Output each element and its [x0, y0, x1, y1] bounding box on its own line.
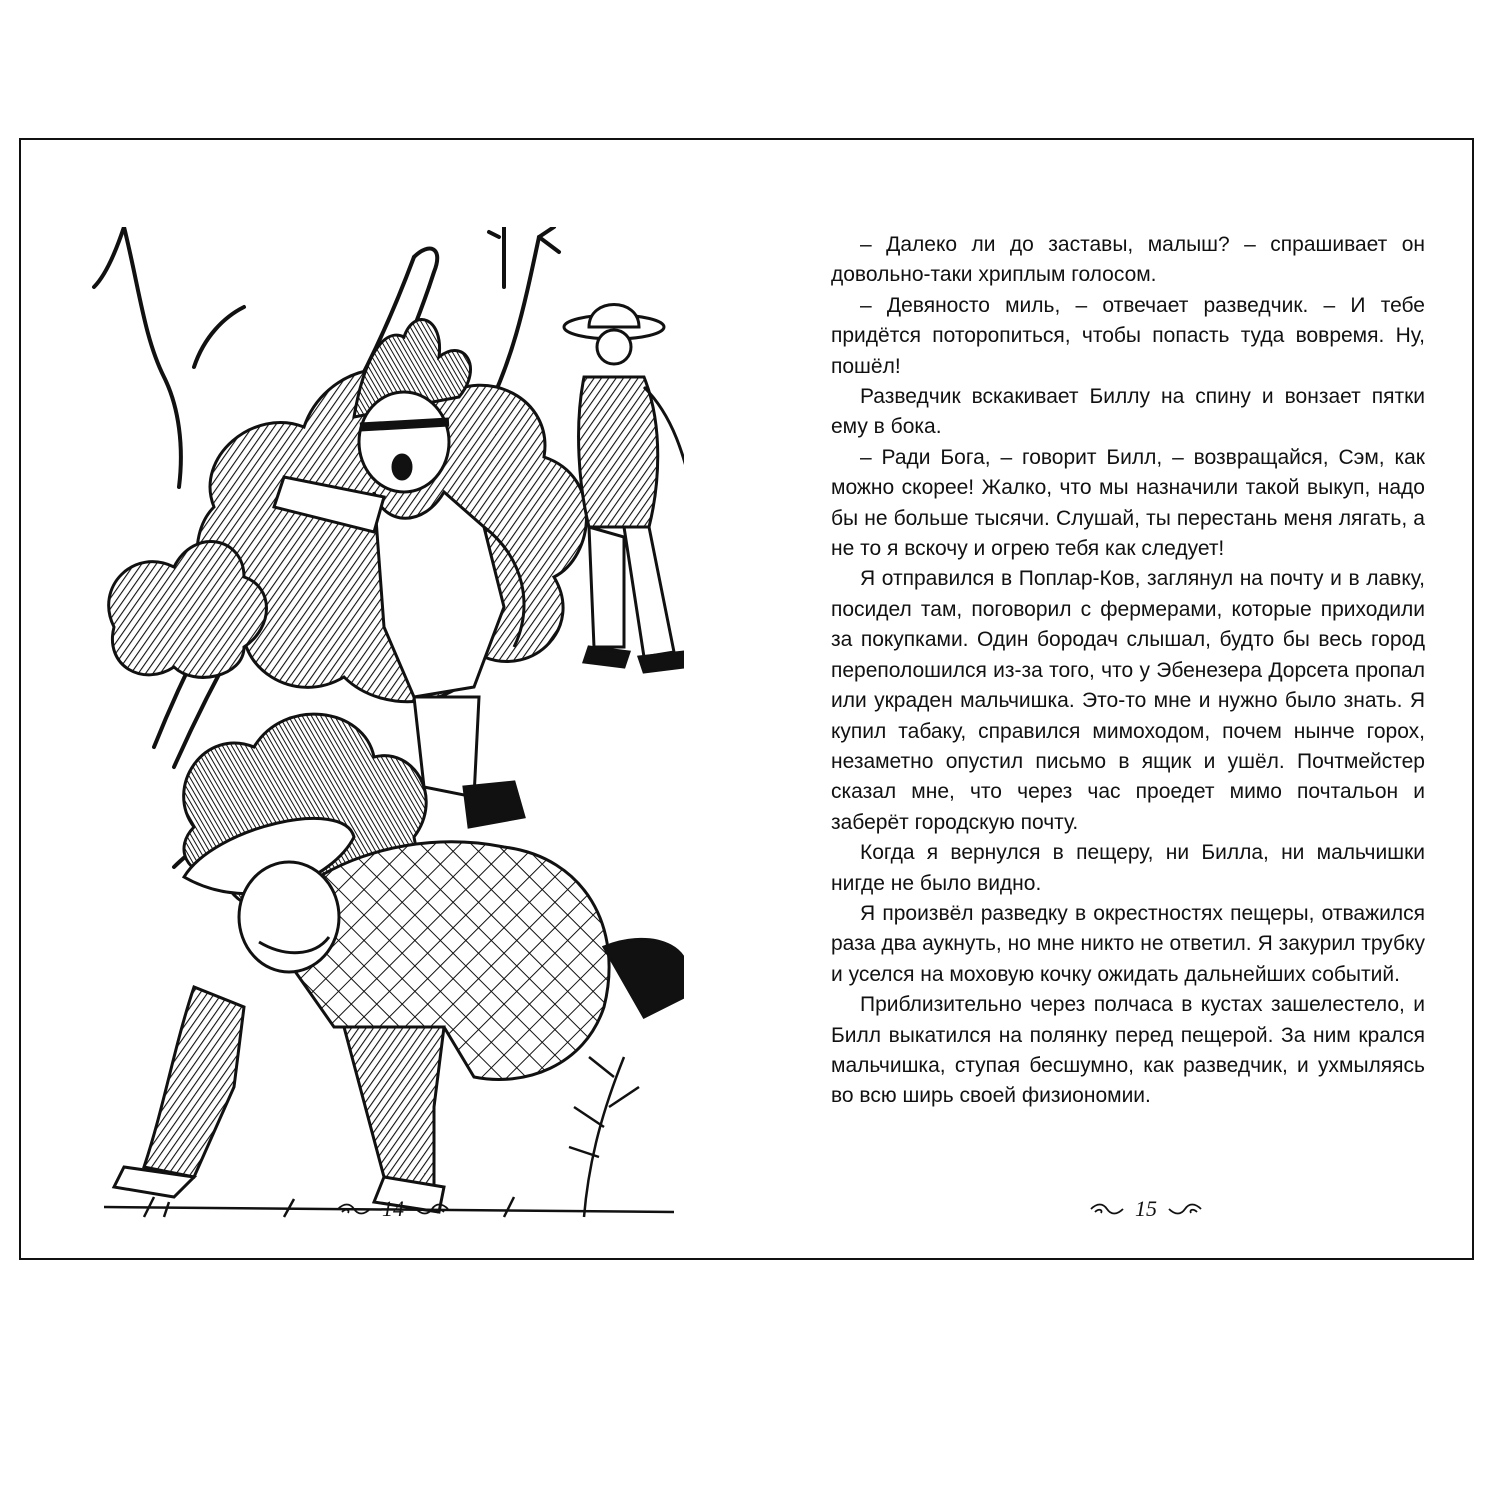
- paragraph: Разведчик вскакивает Биллу на спину и вонзает пятки ему в бока.: [831, 385, 1425, 439]
- paragraph: – Далеко ли до заставы, малыш? – спрашивает он довольно-таки хриплым голосом.: [831, 233, 1425, 287]
- paragraph: – Девяносто миль, – отвечает разведчик. – И тебе придётся поторопиться, чтобы попасть туда вовремя. Ну, пошёл!: [831, 293, 1425, 378]
- flourish-icon: [1089, 1202, 1125, 1216]
- flourish-icon: [414, 1202, 450, 1216]
- book-spread: [19, 138, 1474, 1260]
- cowboy-figure: [564, 305, 684, 673]
- illustration-drawing: [84, 227, 684, 1227]
- illustration: [84, 227, 684, 1227]
- flourish-icon: [1167, 1202, 1203, 1216]
- page-number: 15: [1135, 1196, 1157, 1221]
- paragraph: Когда я вернулся в пещеру, ни Билла, ни мальчишки нигде не было видно.: [831, 841, 1425, 895]
- paragraph: – Ради Бога, – говорит Билл, – возвращайся, Сэм, как можно скорее! Жалко, что мы назначили такой выкуп, надо бы не больше тысячи. Слушай, ты перестань меня лягать, а не то я вскочу и огрею тебя как следует!: [831, 445, 1425, 561]
- paragraph: Приблизительно через полчаса в кустах зашелестело, и Билл выкатился на полянку перед пещерой. За ним крался мальчишка, ступая бесшумно, как разведчик, и ухмыляясь во всю ширь своей физиономии.: [831, 993, 1425, 1108]
- page-number-left: [323, 1192, 463, 1226]
- paragraph: Я отправился в Поплар-Ков, заглянул на почту и в лавку, посидел там, поговорил с фермерами, которые приходили за покупками. Один бородач слышал, будто бы весь город переполошился из-за того, что у Эбенезера Дорсета пропал или украден мальчишка. Это-то мне и нужно было знать. Я купил табаку, справился мимоходом, почем нынче горох, незаметно опустил письмо в ящик и ушёл. Почтмейстер сказал мне, что через час проедет мимо почтальон и заберёт городскую почту.: [831, 567, 1425, 834]
- page-number: 14: [382, 1196, 404, 1221]
- paragraph: Я произвёл разведку в окрестностях пещеры, отважился раза два аукнуть, но мне никто не ответил. Я закурил трубку и уселся на моховую кочку ожидать дальнейших событий.: [831, 901, 1425, 986]
- page-number-right: [1076, 1192, 1216, 1226]
- man-figure: [114, 818, 684, 1212]
- text-page: [831, 230, 1425, 1112]
- flourish-icon: [336, 1202, 372, 1216]
